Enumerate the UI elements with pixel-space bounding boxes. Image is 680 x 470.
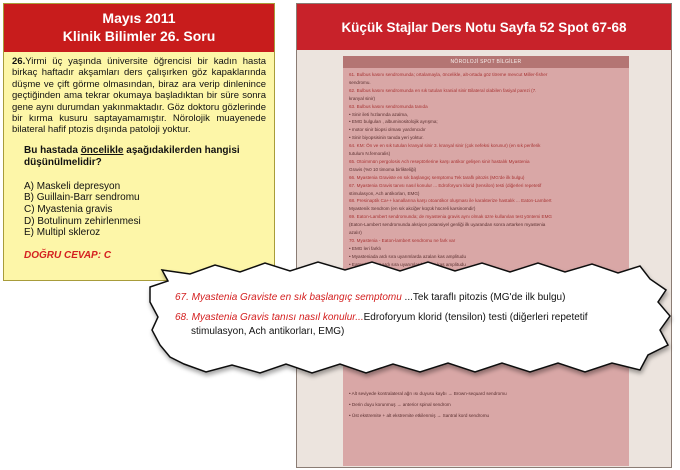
correct-answer: DOĞRU CEVAP: C xyxy=(24,249,112,261)
notes-page-line: Myastenik Sendrom (en sık akciğer küçük hücreli karsinomdir) xyxy=(349,206,476,212)
question-text: Yirmi üç yaşında üniversite öğrencisi bir kadın hasta birkaç haftadır akşamları ders çalışırken göz kapaklarında düşme ve çift görme olmasından, biraz ara verip dinlenince geçtiğinden ama tekrar okumaya başladıktan bir süre sonra gene aynı durumdan yakınmaktadır. Göz doktoru gözlerinde bir kırma kusuru saptayamamıştır. Nörolojik muayenede bilateral hafif ptozis dışında patoloji yoktur. xyxy=(12,56,266,136)
notes-page-line: • Alt seviyede kontralateral ağrı ısı duyusu kaybı → Brown-sequard sendromu xyxy=(349,391,507,396)
callout-item-68-continued: stimulasyon, Ach antikorları, EMG) xyxy=(191,326,345,337)
option-d: D) Botulinum zehirlenmesi xyxy=(24,215,141,227)
prompt-start: Bu hastada xyxy=(24,144,81,156)
notes-page-line: • Myasteniada ardı sıra uyarımlarda azalan kas amplitudu xyxy=(349,253,467,259)
notes-page-line: sendromu. xyxy=(349,79,371,85)
prompt-end: aşağıdakilerden hangisi düşünülmelidir? xyxy=(24,144,240,168)
notes-page-line: 70. Myastenia - Eaton-lambert sendromu ne fark var xyxy=(349,237,456,243)
notes-page-line: • Sinir ileti hızlarında azalma, xyxy=(349,111,409,117)
callout-item-67-answer: ...Tek taraflı pitozis (MG'de ilk bulgu) xyxy=(401,292,566,303)
notes-page-line: Gravis (%0 10 timoma birlikteliği) xyxy=(349,166,417,172)
callout-item-67-question: 67. Myastenia Graviste en sık başlangıç semptomu xyxy=(175,292,402,303)
notes-page-line: 65. Otoimmün pergolosis Ach reseptörlerine karşı antikor gelişen sinir hastalık Myastenia xyxy=(349,158,530,164)
callout-item-68 xyxy=(175,311,588,325)
callout-item-67 xyxy=(175,291,565,305)
notes-page-line: • motor sinir biopsi olması yardımcıdır xyxy=(349,127,426,133)
option-a: A) Maskeli depresyon xyxy=(24,180,121,192)
notes-page-line: 64. KM: Ön ve en sık tutulan kranyal sinir 3. kranyal sinir (çok nefeksi korunur) (en sık periferik xyxy=(349,143,541,149)
callout-item-68-question: 68. Myastenia Gravis tanısı nasıl konulur... xyxy=(175,312,364,323)
notes-page-line: 67. Myastenia Gravis tanısı nasıl konulur ... Edroforyum klorid (tensilon) testi (diğerleri repetetif xyxy=(349,182,542,188)
prompt-emphasis: öncelikle xyxy=(80,144,124,156)
question-number: 26. xyxy=(12,56,26,67)
notes-page-line: tutulum N.femoralis) xyxy=(349,151,391,156)
notes-page-line: 62. Bulbus kasını sendromunda en sık tutulan kranial sinir Bilateral olabilen fasiyal parezi (7. xyxy=(349,87,537,93)
exam-date: Mayıs 2011 xyxy=(102,10,176,26)
notes-page-line: stimulasyon, Ach antikorları, EMG) xyxy=(349,190,420,196)
notes-page-line: azalır) xyxy=(349,230,362,235)
notes-page-line: (Eaton-Lambert sendromunda aksiyon potansiyel genliği ilk uyarandan sonra artarken myastenia xyxy=(349,222,546,228)
callout-item-68-answer: Edroforyum klorid (tensilon) testi (diğerleri repetetif xyxy=(363,312,588,323)
notes-page-line: • EMG leri farklı xyxy=(349,245,381,251)
notes-page-line: • Derin duyu korunmuş → anterior spinal sendrom xyxy=(349,402,451,407)
notes-page-line: • Üst ekstremite + alt ekstremite etkilenmiş → Santral kord sendromu xyxy=(349,413,490,418)
notes-page-line: kranyal sinir) xyxy=(349,95,376,101)
notes-page-header: NÖROLOJİ SPOT BİLGİLER xyxy=(343,56,629,68)
notes-page-line: 69. Eaton-Lambert sendromunda; de myastenia gravis aynı olmak üzre kullanılan test yöntemi EMG xyxy=(349,214,552,220)
option-b: B) Guillain-Barr sendromu xyxy=(24,192,140,204)
notes-page-line: 68. Presinaptik Ca++ kanallarına karşı otoantikor oluşması ile karakterize hastalık ... Eaton-Lambert xyxy=(349,198,552,204)
notes-page-line: • EMG bulguları , albuminositolojik ayrışma; xyxy=(349,119,438,125)
option-c: C) Myastenia gravis xyxy=(24,204,113,216)
notes-page-line: 66. Myastenia Graviste en sık başlangıç semptomu Tek taraflı pitozis (MG'de ilk bulgu) xyxy=(349,174,525,180)
notes-page-line: 63. Bulbus kasını sendromunda tanıda xyxy=(349,103,428,109)
notes-page-line: • Sinir biyopsisinin tanıda yeri yoktur. xyxy=(349,135,424,141)
notes-page-line: • Eaton-lambert ardı sıra uyarımlarda artan kas amplitudu xyxy=(349,261,466,267)
notes-page-line: 61. Bulbus kasını sendromunda; ortalamayla, öncelikle, alt-ortada göz titreme mevcut Miller-fisher xyxy=(349,72,548,77)
exam-section: Klinik Bilimler 26. Soru xyxy=(62,28,216,44)
notes-title: Küçük Stajlar Ders Notu Sayfa 52 Spot 67-68 xyxy=(297,4,671,50)
option-e: E) Multipl skleroz xyxy=(24,227,101,239)
